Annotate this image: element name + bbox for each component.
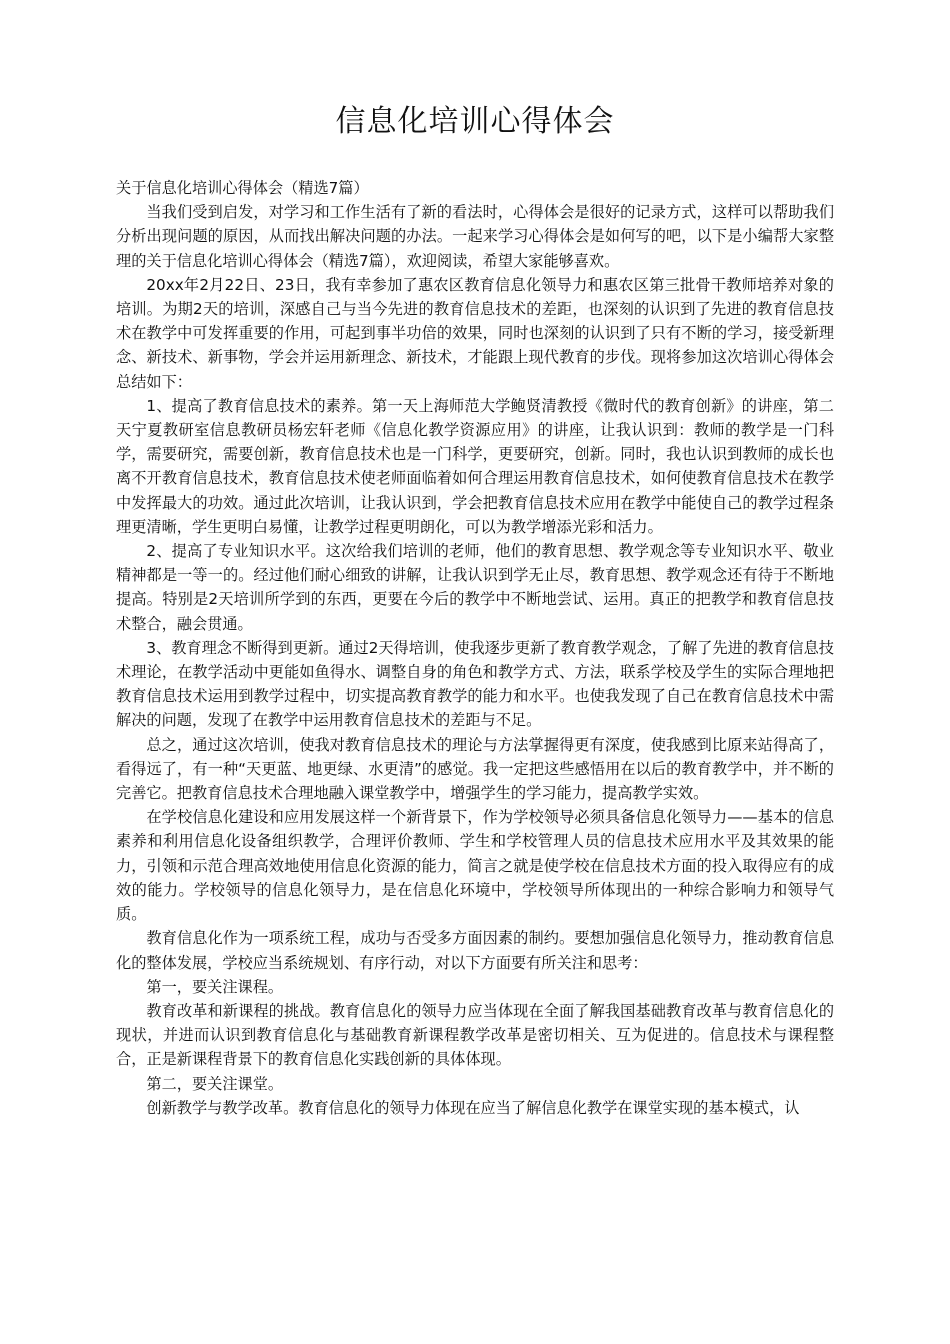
body-paragraph: 20xx年2月22日、23日，我有幸参加了惠农区教育信息化领导力和惠农区第三批骨干教师培养对象的培训。为期2天的培训，深感自己与当今先进的教育信息技术的差距，也深刻的认识到了先进的教育信息技术在教学中可发挥重要的作用，可起到事半功倍的效果，同时也深刻的认识到了只有不断的学习，接受新理念、新技术、新事物，学会并运用新理念、新技术，才能跟上现代教育的步伐。现将参加这次培训心得体会总结如下：	[116, 275, 834, 391]
subtitle-paragraph: 关于信息化培训心得体会（精选7篇）	[116, 179, 369, 197]
section-heading: 第一，要关注课程。	[146, 977, 284, 996]
document-body	[116, 176, 834, 1120]
body-paragraph: 1、提高了教育信息技术的素养。第一天上海师范大学鲍贤清教授《微时代的教育创新》的讲座，第二天宁夏教研室信息教研员杨宏轩老师《信息化教学资源应用》的讲座，让我认识到：教师的教学是一门科学，需要研究，需要创新，教育信息技术也是一门科学，更要研究，创新。同时，我也认识到教师的成长也离不开教育信息技术，教育信息技术使老师面临着如何合理运用教育信息技术，如何使教育信息技术在教学中发挥最大的功效。通过此次培训，让我认识到，学会把教育信息技术应用在教学中能使自己的教学过程条理更清晰，学生更明白易懂，让教学过程更明朗化，可以为教学增添光彩和活力。	[116, 396, 834, 536]
body-paragraph: 总之，通过这次培训，使我对教育信息技术的理论与方法掌握得更有深度，使我感到比原来站得高了，看得远了，有一种“天更蓝、地更绿、水更清”的感觉。我一定把这些感悟用在以后的教育教学中，并不断的完善它。把教育信息技术合理地融入课堂教学中，增强学生的学习能力，提高教学实效。	[116, 735, 834, 803]
body-paragraph: 教育信息化作为一项系统工程，成功与否受多方面因素的制约。要想加强信息化领导力，推动教育信息化的整体发展，学校应当系统规划、有序行动，对以下方面要有所关注和思考：	[116, 929, 834, 972]
body-paragraph: 3、教育理念不断得到更新。通过2天得培训，使我逐步更新了教育教学观念，了解了先进的教育信息技术理论，在教学活动中更能如鱼得水、调整自身的角色和教学方式、方法，联系学校及学生的实际合理地把教育信息技术运用到教学过程中，切实提高教育教学的能力和水平。也使我发现了自己在教育信息技术中需解决的问题，发现了在教学中运用教育信息技术的差距与不足。	[116, 638, 834, 730]
body-paragraph: 当我们受到启发，对学习和工作生活有了新的看法时，心得体会是很好的记录方式，这样可以帮助我们分析出现问题的原因，从而找出解决问题的办法。一起来学习心得体会是如何写的吧，以下是小编帮大家整理的关于信息化培训心得体会（精选7篇），欢迎阅读，希望大家能够喜欢。	[116, 203, 834, 270]
section-heading: 第二，要关注课堂。	[146, 1074, 284, 1093]
body-paragraph: 2、提高了专业知识水平。这次给我们培训的老师，他们的教育思想、教学观念等专业知识水平、敬业精神都是一等一的。经过他们耐心细致的讲解，让我认识到学无止尽，教育思想、教学观念还有待于不断地提高。特别是2天培训所学到的东西，更要在今后的教学中不断地尝试、运用。真正的把教学和教育信息技术整合，融会贯通。	[116, 542, 834, 633]
document-title: 信息化培训心得体会	[335, 104, 615, 139]
body-paragraph: 在学校信息化建设和应用发展这样一个新背景下，作为学校领导必须具备信息化领导力——基本的信息素养和利用信息化设备组织教学，合理评价教师、学生和学校管理人员的信息技术应用水平及其效果的能力，引领和示范合理高效地使用信息化资源的能力，简言之就是使学校在信息技术方面的投入取得应有的成效的能力。学校领导的信息化领导力，是在信息化环境中，学校领导所体现出的一种综合影响力和领导气质。	[116, 808, 834, 924]
body-paragraph: 教育改革和新课程的挑战。教育信息化的领导力应当体现在全面了解我国基础教育改革与教育信息化的现状，并进而认识到教育信息化与基础教育新课程教学改革是密切相关、互为促进的。信息技术与课程整合，正是新课程背景下的教育信息化实践创新的具体体现。	[116, 1001, 834, 1069]
body-paragraph: 创新教学与教学改革。教育信息化的领导力体现在应当了解信息化教学在课堂实现的基本模式，认	[146, 1098, 800, 1117]
